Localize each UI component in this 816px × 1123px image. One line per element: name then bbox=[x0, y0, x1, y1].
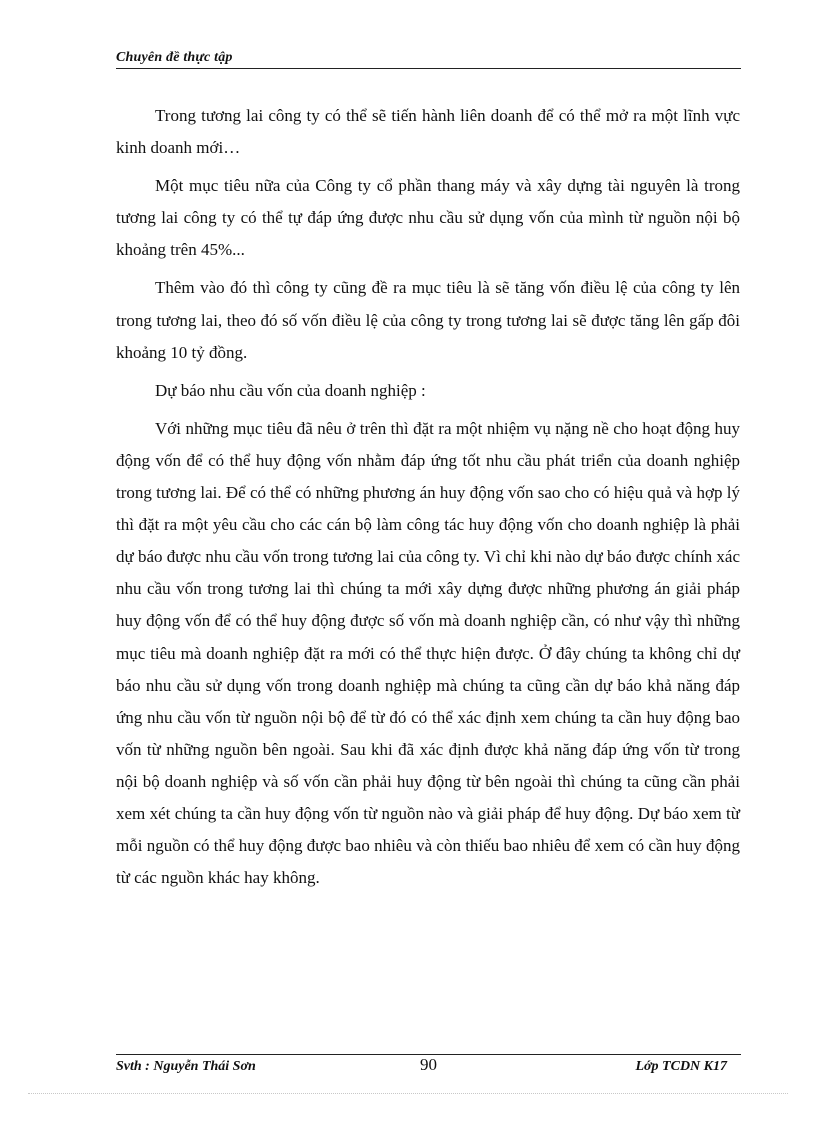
paragraph-1: Trong tương lai công ty có thể sẽ tiến hành liên doanh để có thể mở ra một lĩnh vực kinh doanh mới… bbox=[116, 106, 740, 158]
header-title: Chuyên đề thực tập bbox=[116, 50, 233, 65]
page-footer bbox=[116, 1054, 741, 1079]
paragraph-3: Thêm vào đó thì công ty cũng đề ra mục tiêu là sẽ tăng vốn điều lệ của công ty lên trong tương lai, theo đó số vốn điều lệ của công ty trong tương lai sẽ được tăng lên gấp đôi khoảng 10 tỷ đồng. bbox=[116, 278, 740, 362]
footer-class: Lớp TCDN K17 bbox=[635, 1059, 727, 1074]
page-edge-divider bbox=[28, 1093, 788, 1094]
footer-author: Svth : Nguyễn Thái Sơn bbox=[116, 1059, 256, 1074]
page-number: 90 bbox=[420, 1055, 437, 1074]
paragraph-2: Một mục tiêu nữa của Công ty cổ phần thang máy và xây dựng tài nguyên là trong tương lai công ty có thể tự đáp ứng được nhu cầu sử dụng vốn của mình từ nguồn nội bộ khoảng trên 45%... bbox=[116, 176, 740, 260]
page-header bbox=[116, 48, 741, 69]
section-heading: Dự báo nhu cầu vốn của doanh nghiệp : bbox=[155, 380, 426, 400]
paragraph-4: Với những mục tiêu đã nêu ở trên thì đặt ra một nhiệm vụ nặng nề cho hoạt động huy động vốn để có thể huy động vốn nhằm đáp ứng tốt nhu cầu phát triển của doanh nghiệp trong tương lai. Để có thể có những phương án huy động vốn sao cho có hiệu quả và hợp lý thì đặt ra một yêu cầu cho các cán bộ làm công tác huy động vốn cho doanh nghiệp là phải dự báo được nhu cầu vốn trong tương lai của công ty. Vì chỉ khi nào dự báo được chính xác nhu cầu vốn trong tương lai thì chúng ta mới xây dựng được những phương án giải pháp huy động vốn để có thể huy động được số vốn mà doanh nghiệp cần, có như vậy thì những mục tiêu mà doanh nghiệp đặt ra mới có thể thực hiện được. Ở đây chúng ta không chỉ dự báo nhu cầu sử dụng vốn trong doanh nghiệp mà chúng ta cũng cần dự báo khả năng đáp ứng nhu cầu vốn từ nguồn nội bộ để từ đó có thể xác định xem chúng ta cần huy động bao vốn từ những nguồn bên ngoài. Sau khi đã xác định được khả năng đáp ứng vốn từ trong nội bộ doanh nghiệp và số vốn cần phải huy động từ bên ngoài thì chúng ta cũng cần phải xem xét chúng ta cần huy động vốn từ nguồn nào và giải pháp để huy động. Dự báo xem từ mỗi nguồn có thể huy động được bao nhiêu và còn thiếu bao nhiêu để xem có cần huy động từ các nguồn khác hay không. bbox=[116, 418, 740, 888]
document-body bbox=[116, 100, 740, 900]
